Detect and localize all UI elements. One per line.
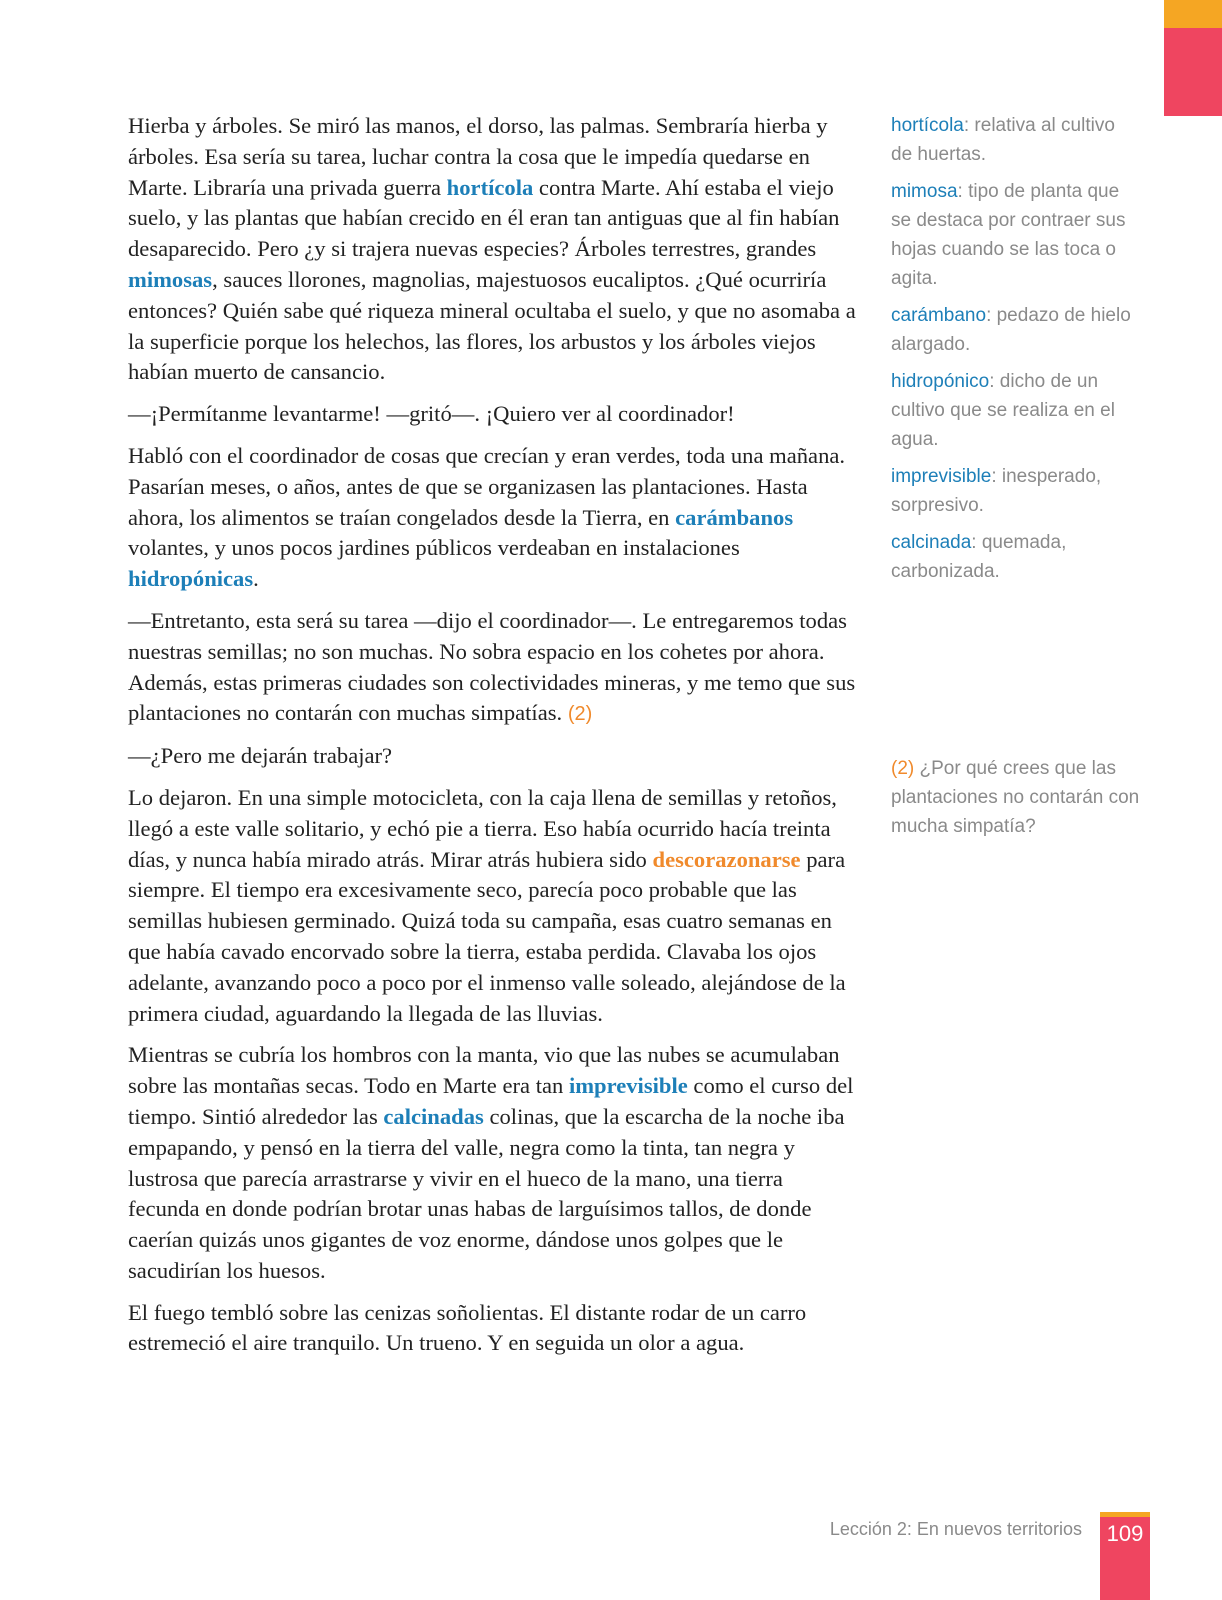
glossary-entry <box>891 301 1141 359</box>
corner-tab-red <box>1164 28 1222 116</box>
question-reference: (2) <box>567 703 593 726</box>
glossary-sidebar <box>891 111 1141 594</box>
question-text: ¿Por qué crees que las plantaciones no contarán con mucha simpatía? <box>891 758 1140 837</box>
glossary-entry <box>891 462 1141 520</box>
glossary-term: calcinada <box>891 532 972 553</box>
question-number: (2) <box>891 758 915 779</box>
glossary-word-imprevisible: imprevisible <box>568 1073 688 1099</box>
glossary-entry <box>891 367 1141 454</box>
glossary-word-hidroponicas: hidropónicas <box>128 566 254 592</box>
corner-tab-orange <box>1164 0 1222 28</box>
lesson-footer: Lección 2: En nuevos territorios <box>829 1519 1082 1539</box>
glossary-term: hidropónico <box>891 371 990 392</box>
glossary-entry <box>891 111 1141 169</box>
glossary-definition: : pedazo de hielo alargado. <box>891 305 1131 355</box>
paragraph-7: Mientras se cubría los hombros con la manta, vio que las nubes se acumulaban sobre las montañas secas. Todo en Marte era tan imprevisible como el curso del tiempo. Sintió alrededor las calcinadas colinas, que la escarcha de la noche iba empapando, y pensó en la tierra del valle, negra como la tinta, tan negra y lustrosa que parecía arrastrarse y vivir en el hueco de la mano, una tierra fecunda en donde podrían brotar unas habas de larguísimos tallos, de donde caerían quizás unos gigantes de voz enorme, dándose unos golpes que le sacudirían los huesos. <box>128 1042 854 1283</box>
glossary-term: carámbano <box>891 305 987 326</box>
glossary-definition: : relativa al cultivo de huertas. <box>891 115 1115 165</box>
glossary-definition: : dicho de un cultivo que se realiza en el agua. <box>891 371 1115 450</box>
paragraph-8: El fuego tembló sobre las cenizas soñolientas. El distante rodar de un carro estremeció el aire tranquilo. Un trueno. Y en seguida un olor a agua. <box>128 1299 807 1356</box>
paragraph-2: —¡Permítanme levantarme! —gritó—. ¡Quiero ver al coordinador! <box>128 401 735 427</box>
paragraph-3: Habló con el coordinador de cosas que crecían y eran verdes, toda una mañana. Pasarían meses, o años, antes de que se organizasen las plantaciones. Hasta ahora, los alimentos se traían congelados desde la Tierra, en carámbanos volantes, y unos pocos jardines públicos verdeaban en instalaciones hidropónicas. <box>128 442 846 592</box>
paragraph-4: —Entretanto, esta será su tarea —dijo el coordinador—. Le entregaremos todas nuestras semillas; no son muchas. No sobra espacio en los cohetes por ahora. Además, estas primeras ciudades son colectividades mineras, y me temo que sus plantaciones no contarán con muchas simpatías. (2) <box>128 607 856 726</box>
side-question <box>891 754 1141 841</box>
glossary-word-horticola: hortícola <box>446 174 534 200</box>
glossary-word-mimosas: mimosas <box>128 266 213 292</box>
paragraph-6: Lo dejaron. En una simple motocicleta, con la caja llena de semillas y retoños, llegó a este valle solitario, y echó pie a tierra. Eso había ocurrido hacía treinta días, y nunca había mirado atrás. Mirar atrás hubiera sido descorazonarse para siempre. El tiempo era excesivamente seco, parecía poco probable que las semillas hubiesen germinado. Quizá toda su campaña, esas cuatro semanas en que había cavado encorvado sobre la tierra, estaba perdida. Clavaba los ojos adelante, avanzando poco a poco por el inmenso valle soleado, alejándose de la primera ciudad, aguardando la llegada de las lluvias. <box>128 784 846 1026</box>
glossary-definition: : inesperado, sorpresivo. <box>891 466 1102 516</box>
vocabulary-word-descorazonarse: descorazonarse <box>652 846 801 872</box>
story-text <box>128 111 858 1370</box>
glossary-entry <box>891 528 1141 586</box>
glossary-definition: : quemada, carbonizada. <box>891 532 1067 582</box>
glossary-term: hortícola <box>891 115 964 136</box>
paragraph-1: Hierba y árboles. Se miró las manos, el dorso, las palmas. Sembraría hierba y árboles. Esa sería su tarea, luchar contra la cosa que le impedía quedarse en Marte. Libraría una privada guerra hortícola contra Marte. Ahí estaba el viejo suelo, y las plantas que habían crecido en él eran tan antiguas que al fin habían desaparecido. Pero ¿y si trajera nuevas especies? Árboles terrestres, grandes mimosas, sauces llorones, magnolias, majestuosos eucaliptos. ¿Qué ocurriría entonces? Quién sabe qué riqueza mineral ocultaba el suelo, y que no asomaba a la superficie porque los helechos, las flores, los arbustos y los árboles viejos habían muerto de cansancio. <box>128 113 856 385</box>
glossary-word-carambanos: carámbanos <box>675 504 794 530</box>
glossary-entry <box>891 177 1141 293</box>
glossary-term: imprevisible <box>891 466 992 487</box>
glossary-definition: : tipo de planta que se destaca por contraer sus hojas cuando se las toca o agita. <box>891 181 1126 289</box>
glossary-word-calcinadas: calcinadas <box>383 1103 484 1129</box>
paragraph-5: —¿Pero me dejarán trabajar? <box>128 743 393 769</box>
page-number: 109 <box>1100 1512 1150 1600</box>
glossary-term: mimosa <box>891 181 958 202</box>
